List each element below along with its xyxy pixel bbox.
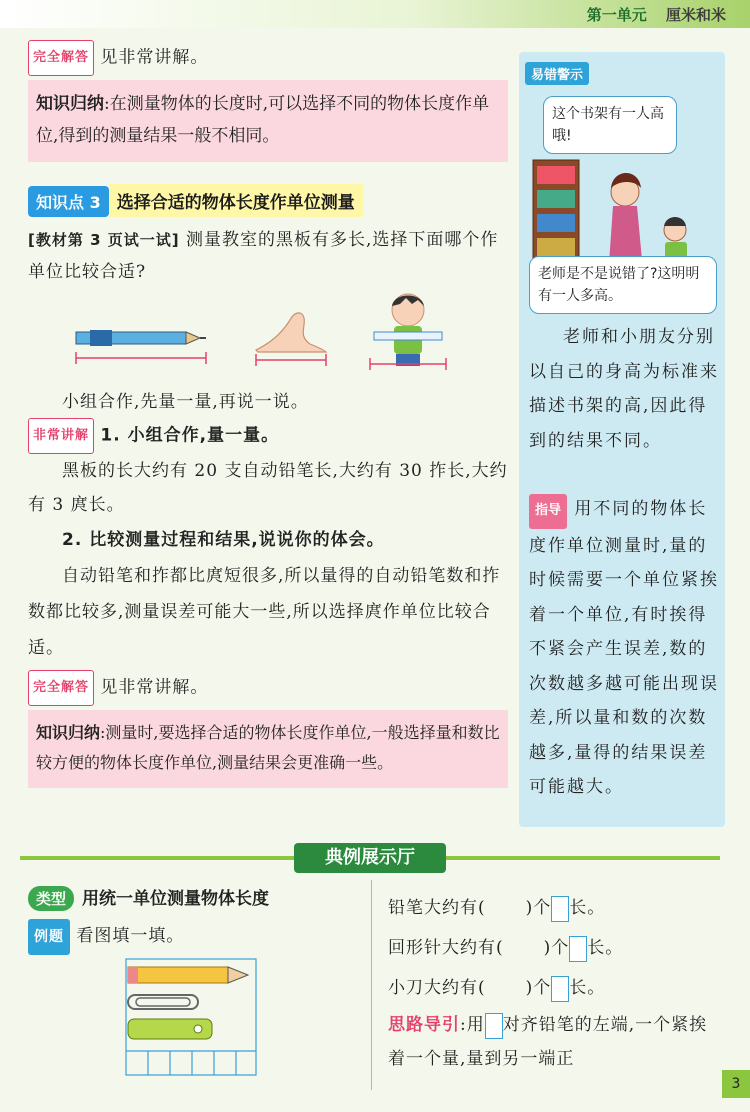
knowledge-summary-2: [28, 710, 508, 788]
answer-line: [28, 40, 508, 76]
q1-suffix: 长。: [569, 898, 606, 918]
mechanical-pencil-icon: [76, 330, 206, 364]
kp-title: 选择合适的物体长度作单位测量: [109, 184, 363, 217]
knowledge-point-header: [28, 184, 508, 218]
speech-bubble-child: 老师是不是说错了?这明明有一人多高。: [529, 256, 717, 314]
answer-text: 见非常讲解。: [100, 47, 209, 68]
summary-label: 知识归纳: [36, 94, 104, 114]
step1-text: 黑板的长大约有 20 支自动铅笔长,大约有 30 拃长,大约有 3 庹长。: [28, 461, 508, 515]
boy-arm-span-icon: [370, 294, 446, 370]
guide-text: 用不同的物体长度作单位测量时,量的时候需要一个单位紧挨着一个单位,有时挨得不紧会产生误差,数的次数越多越可能出现误差,所以量和数的次数越多,量得的结果误差可能越大。: [529, 499, 719, 797]
summary-text: :在测量物体的长度时,可以选择不同的物体长度作单位,得到的测量结果一般不相同。: [36, 94, 490, 146]
kp-tag: 知识点 3: [28, 186, 109, 217]
measure-units-illustration: [28, 292, 508, 382]
question-pencil: [388, 888, 718, 928]
unit-label: 第一单元: [586, 6, 647, 24]
q1-mid: )个: [525, 898, 552, 918]
banner-label: 典例展示厅: [294, 843, 446, 873]
main-column: [28, 40, 508, 788]
q3-prefix: 小刀大约有(: [388, 978, 486, 998]
unit-box-1: [551, 896, 569, 922]
illustrations: [28, 292, 508, 382]
q2-suffix: 长。: [587, 938, 624, 958]
hint-a: :用: [460, 1015, 485, 1035]
example-right: [388, 888, 718, 1076]
answer-line-2: [28, 670, 508, 706]
knife-icon: [128, 1019, 212, 1039]
chapter-title: 厘米和米: [665, 6, 726, 24]
type-title: 用统一单位测量物体长度: [82, 889, 270, 909]
guide-tag: 指导: [529, 494, 567, 529]
speech-bubble-teacher: 这个书架有一人高哦!: [543, 96, 677, 154]
answer-tag-2: 完全解答: [28, 670, 94, 706]
q3-suffix: 长。: [569, 978, 606, 998]
hint-box: [485, 1013, 503, 1039]
type-tag: 类型: [28, 886, 74, 911]
step2-text: 自动铅笔和拃都比庹短很多,所以量得的自动铅笔数和拃数都比较多,测量误差可能大一些,所以选择庹作单位比较合适。: [28, 566, 501, 658]
measurement-grid-figure: [124, 957, 264, 1077]
question-text: 测量教室的黑板有多长,选择下面哪个作单位比较合适?: [28, 230, 499, 282]
knowledge-summary: [28, 80, 508, 162]
guide-block: [529, 492, 719, 805]
header: [573, 4, 726, 25]
answer-tag: 完全解答: [28, 40, 94, 76]
explain-tag: 非常讲解: [28, 418, 94, 454]
q2-mid: )个: [543, 938, 570, 958]
question-paperclip: [388, 928, 718, 968]
example-tag: 例题: [28, 919, 70, 955]
step2-title: 2. 比较测量过程和结果,说说你的体会。: [62, 530, 385, 550]
example-text: 看图填一填。: [76, 926, 185, 946]
hint: [388, 1008, 718, 1076]
explain-line: [28, 418, 508, 454]
page-number: 3: [722, 1070, 750, 1098]
example-left: [28, 884, 368, 1081]
group-text: 小组合作,先量一量,再说一说。: [62, 392, 309, 412]
pencil-icon: [128, 967, 248, 983]
hint-b: 对齐铅笔的左端,一个紧挨着一个量,量到另一端正: [388, 1015, 708, 1069]
warning-tag: 易错警示: [525, 62, 589, 85]
question-ref: [教材第 3 页试一试]: [28, 231, 180, 249]
warning-note: 老师和小朋友分别以自己的身高为标准来描述书架的高,因此得到的结果不同。: [529, 327, 719, 451]
example-line: [28, 919, 368, 955]
summary-text-2: :测量时,要选择合适的物体长度作单位,一般选择量和数比较方便的物体长度作单位,测量结果会更准确一些。: [36, 723, 500, 772]
hand-span-icon: [256, 313, 326, 366]
example-banner: [0, 843, 750, 873]
paper-clip-icon: [128, 995, 198, 1009]
step1-title: 1. 小组合作,量一量。: [100, 425, 280, 446]
unit-box-2: [569, 936, 587, 962]
q2-prefix: 回形针大约有(: [388, 938, 504, 958]
q3-mid: )个: [525, 978, 552, 998]
example-divider: [371, 880, 372, 1090]
type-line: [28, 884, 368, 911]
question: [28, 224, 508, 288]
q1-prefix: 铅笔大约有(: [388, 898, 486, 918]
unit-box-3: [551, 976, 569, 1002]
summary-label-2: 知识归纳: [36, 723, 101, 742]
hint-label: 思路导引: [388, 1015, 460, 1035]
question-knife: [388, 968, 718, 1008]
mistake-warning-sidebar: [519, 52, 725, 827]
answer-text-2: 见非常讲解。: [100, 677, 209, 698]
